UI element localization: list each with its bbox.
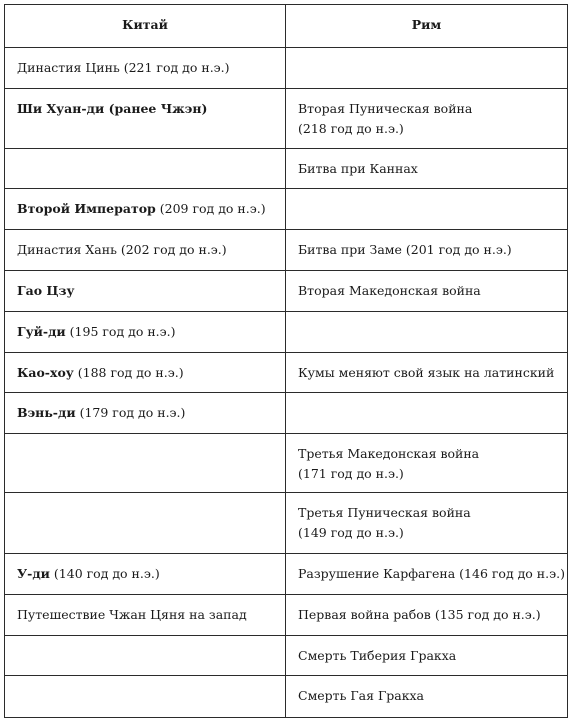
cell-china [5,636,286,676]
cell-rome [286,554,568,595]
cell-china [5,493,286,554]
rome-text-line2: (218 год до н.э.) [298,121,404,136]
china-bold-text: Гао Цзу [17,283,75,298]
cell-rome [286,676,568,718]
rome-text-line1: Разрушение Карфагена (146 год до н.э.) [298,566,565,581]
china-bold-text: Ши Хуан-ди (ранее Чжэн) [17,101,208,116]
table-row [5,312,568,353]
rome-text-line1: Битва при Заме (201 год до н.э.) [298,242,512,257]
timeline-table [4,4,568,718]
china-text: (140 год до н.э.) [49,566,160,581]
china-bold-text: Второй Император [17,201,156,216]
cell-rome [286,393,568,434]
cell-china [5,312,286,353]
china-text: (195 год до н.э.) [65,324,176,339]
cell-china [5,48,286,89]
table-row [5,393,568,434]
china-text: Династия Хань (202 год до н.э.) [17,242,227,257]
china-text: Династия Цинь (221 год до н.э.) [17,60,230,75]
rome-text-line2: (149 год до н.э.) [298,525,404,540]
table-row [5,493,568,554]
cell-rome [286,271,568,312]
table-header [5,5,568,48]
rome-text-line1: Третья Пуническая война [298,505,471,520]
cell-rome [286,636,568,676]
cell-china [5,189,286,230]
table-row [5,676,568,718]
rome-text-line1: Третья Македонская война [298,446,480,461]
table-row [5,636,568,676]
cell-rome [286,89,568,149]
table-row [5,89,568,149]
cell-china [5,149,286,189]
cell-rome [286,312,568,353]
cell-rome [286,353,568,393]
cell-rome [286,149,568,189]
china-text: Путешествие Чжан Цяня на запад [17,607,247,622]
table-row [5,554,568,595]
rome-text-line1: Первая война рабов (135 год до н.э.) [298,607,541,622]
cell-china [5,230,286,271]
cell-china [5,595,286,636]
china-bold-text: У-ди [17,566,50,581]
cell-china [5,353,286,393]
table-row [5,353,568,393]
rome-text-line1: Смерть Тиберия Гракха [298,648,457,663]
cell-rome [286,189,568,230]
rome-text-line2: (171 год до н.э.) [298,466,404,481]
china-bold-text: Вэнь-ди [17,405,76,420]
header-row [5,5,568,48]
cell-china [5,676,286,718]
cell-china [5,89,286,149]
cell-china [5,393,286,434]
table-row [5,434,568,493]
table-row [5,230,568,271]
rome-text-line1: Битва при Каннах [298,161,418,176]
cell-rome [286,493,568,554]
table-row [5,595,568,636]
china-text: (179 год до н.э.) [75,405,186,420]
rome-text-line1: Смерть Гая Гракха [298,688,425,703]
table-row [5,149,568,189]
table-body [5,48,568,718]
china-text: (188 год до н.э.) [73,365,184,380]
cell-rome [286,434,568,493]
china-bold-text: Као-хоу [17,365,74,380]
rome-text-line1: Вторая Пуническая война [298,101,473,116]
table-row [5,48,568,89]
rome-text-line1: Кумы меняют свой язык на латинский [298,365,555,380]
rome-text-line1: Вторая Македонская война [298,283,481,298]
cell-china [5,434,286,493]
cell-rome [286,230,568,271]
header-china: Китай [5,5,286,48]
header-rome: Рим [286,5,568,48]
cell-rome [286,48,568,89]
cell-rome [286,595,568,636]
china-bold-text: Гуй-ди [17,324,66,339]
table-row [5,271,568,312]
china-text: (209 год до н.э.) [155,201,266,216]
cell-china [5,271,286,312]
table-row [5,189,568,230]
cell-china [5,554,286,595]
